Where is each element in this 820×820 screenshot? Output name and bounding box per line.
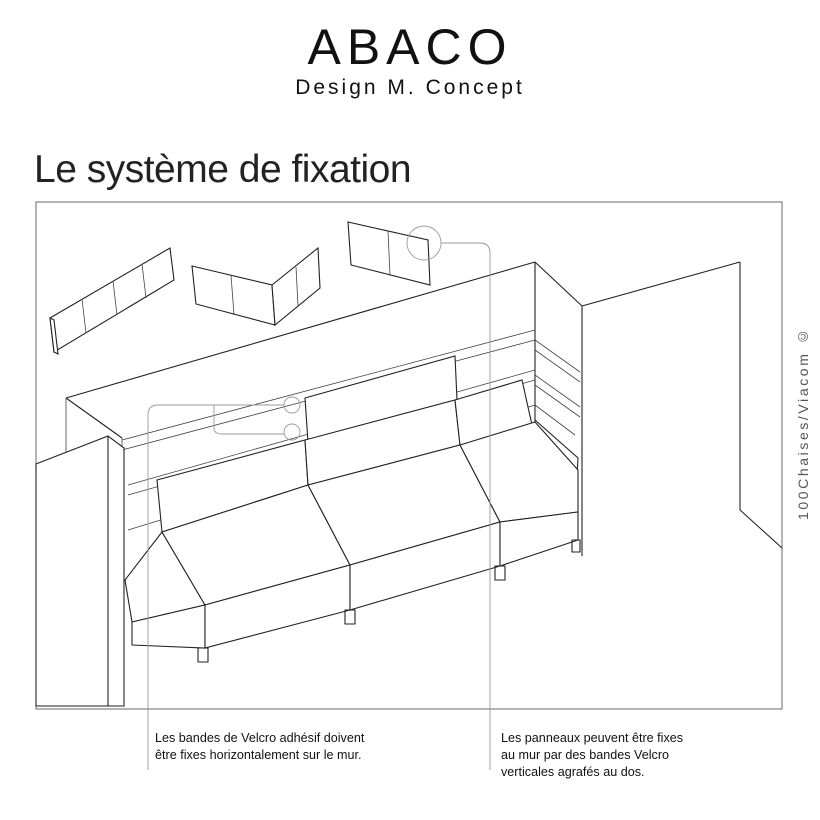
caption-line: être fixes horizontalement sur le mur.: [155, 748, 362, 762]
brand-subtitle: Design M. Concept: [295, 76, 525, 99]
brand-title: ABACO: [307, 19, 513, 75]
caption-line: verticales agrafés au dos.: [501, 765, 645, 779]
copyright-notice: 100Chaises/Viacom ©: [795, 326, 811, 520]
left-wall: [36, 398, 124, 706]
caption-line: au mur par des bandes Velcro: [501, 748, 670, 762]
caption-line: Les panneaux peuvent être fixes: [501, 731, 684, 745]
caption-line: Les bandes de Velcro adhésif doivent: [155, 731, 365, 745]
loose-wall-panels: [50, 222, 430, 354]
caption-velcro-strips: [155, 730, 475, 764]
section-title: Le système de fixation: [34, 148, 412, 191]
caption-panel-fixing: [501, 730, 761, 781]
